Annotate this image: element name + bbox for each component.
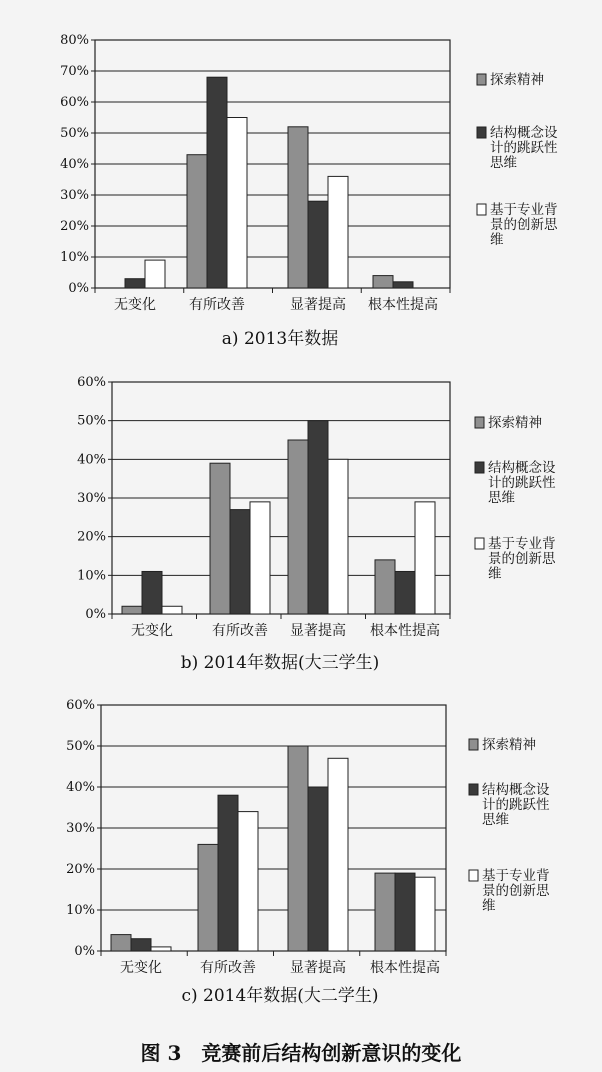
legend-label: 计的跳跃性 bbox=[488, 475, 556, 491]
legend-swatch bbox=[477, 74, 486, 85]
category-label: 有所改善 bbox=[212, 623, 268, 639]
y-tick-label: 10% bbox=[66, 903, 95, 918]
y-tick-label: 30% bbox=[77, 491, 106, 506]
y-tick-label: 40% bbox=[66, 780, 95, 795]
category-label: 根本性提高 bbox=[370, 960, 440, 976]
y-tick-label: 30% bbox=[66, 821, 95, 836]
bar-1 bbox=[210, 463, 230, 614]
bar-2 bbox=[131, 939, 151, 951]
bar-3 bbox=[145, 260, 165, 288]
y-tick-label: 20% bbox=[77, 529, 106, 545]
legend-label: 思维 bbox=[490, 155, 517, 171]
y-tick-label: 0% bbox=[68, 281, 89, 296]
bar-1 bbox=[122, 606, 142, 614]
bar-3 bbox=[250, 502, 270, 614]
category-label: 无变化 bbox=[120, 960, 162, 976]
chart-caption: b) 2014年数据(大三学生) bbox=[180, 653, 380, 673]
y-tick-label: 10% bbox=[60, 250, 89, 265]
category-label: 无变化 bbox=[131, 623, 173, 639]
bar-3 bbox=[328, 758, 348, 951]
bar-1 bbox=[198, 844, 218, 951]
legend-swatch bbox=[475, 462, 484, 473]
bar-1 bbox=[373, 276, 393, 288]
bar-3 bbox=[328, 176, 348, 288]
bar-2 bbox=[142, 571, 162, 614]
bar-3 bbox=[151, 947, 171, 951]
bar-2 bbox=[308, 787, 328, 951]
legend-label: 计的跳跃性 bbox=[490, 140, 558, 156]
legend-label: 思维 bbox=[482, 812, 509, 828]
category-label: 无变化 bbox=[114, 297, 156, 313]
y-tick-label: 30% bbox=[60, 188, 89, 203]
y-tick-label: 60% bbox=[77, 375, 106, 390]
y-tick-label: 60% bbox=[60, 95, 89, 110]
legend-label: 结构概念设 bbox=[490, 125, 558, 141]
legend-label: 维 bbox=[482, 898, 496, 914]
bar-1 bbox=[288, 127, 308, 288]
category-label: 有所改善 bbox=[200, 960, 256, 976]
bar-2 bbox=[308, 201, 328, 288]
y-tick-label: 0% bbox=[74, 944, 95, 959]
y-tick-label: 50% bbox=[66, 739, 95, 754]
chart-a bbox=[60, 33, 558, 349]
bar-2 bbox=[207, 77, 227, 288]
legend-label: 思维 bbox=[488, 490, 515, 506]
chart-caption: a) 2013年数据 bbox=[221, 329, 339, 349]
bar-3 bbox=[238, 812, 258, 951]
legend-label: 基于专业背 bbox=[488, 536, 556, 552]
y-tick-label: 70% bbox=[60, 64, 89, 79]
bar-3 bbox=[328, 459, 348, 614]
legend-label: 计的跳跃性 bbox=[482, 797, 550, 813]
legend-swatch bbox=[469, 784, 478, 795]
y-tick-label: 50% bbox=[77, 413, 106, 429]
category-label: 根本性提高 bbox=[370, 623, 440, 639]
legend-label: 基于专业背 bbox=[482, 868, 550, 884]
bar-1 bbox=[111, 935, 131, 951]
bar-2 bbox=[395, 873, 415, 951]
bar-2 bbox=[395, 571, 415, 614]
category-label: 显著提高 bbox=[290, 297, 346, 313]
legend-swatch bbox=[469, 870, 478, 881]
bar-2 bbox=[308, 421, 328, 614]
legend-swatch bbox=[475, 417, 484, 428]
bar-2 bbox=[218, 795, 238, 951]
legend-label: 景的创新思 bbox=[490, 217, 558, 233]
category-label: 显著提高 bbox=[290, 960, 346, 976]
category-label: 显著提高 bbox=[290, 623, 346, 639]
bar-2 bbox=[393, 282, 413, 288]
legend-label: 探索精神 bbox=[490, 72, 544, 88]
legend-swatch bbox=[477, 204, 486, 215]
legend-swatch bbox=[475, 538, 484, 549]
bar-3 bbox=[415, 502, 435, 614]
bar-1 bbox=[375, 560, 395, 614]
legend-label: 探索精神 bbox=[482, 737, 536, 753]
bar-2 bbox=[125, 279, 145, 288]
legend-label: 探索精神 bbox=[488, 415, 542, 431]
y-tick-label: 60% bbox=[66, 698, 95, 713]
y-tick-label: 10% bbox=[77, 568, 106, 584]
chart-caption: c) 2014年数据(大二学生) bbox=[181, 986, 379, 1006]
bar-1 bbox=[288, 440, 308, 614]
y-tick-label: 20% bbox=[60, 219, 89, 234]
y-tick-label: 40% bbox=[60, 157, 89, 172]
legend-swatch bbox=[469, 739, 478, 750]
legend-swatch bbox=[477, 127, 486, 138]
figure-caption: 图 3 竞赛前后结构创新意识的变化 bbox=[140, 1041, 462, 1065]
chart-c bbox=[66, 698, 550, 1006]
y-tick-label: 0% bbox=[85, 607, 106, 622]
legend-label: 景的创新思 bbox=[482, 883, 550, 899]
bar-3 bbox=[415, 877, 435, 951]
legend-label: 景的创新思 bbox=[488, 551, 556, 567]
y-tick-label: 40% bbox=[77, 452, 106, 468]
category-label: 有所改善 bbox=[189, 297, 245, 313]
legend-label: 维 bbox=[488, 566, 502, 582]
y-tick-label: 80% bbox=[60, 33, 89, 48]
bar-3 bbox=[162, 606, 182, 614]
legend-label: 结构概念设 bbox=[482, 782, 550, 798]
legend-label: 结构概念设 bbox=[488, 460, 556, 476]
bar-2 bbox=[230, 510, 250, 614]
y-tick-label: 50% bbox=[60, 126, 89, 141]
chart-b bbox=[77, 375, 556, 673]
category-label: 根本性提高 bbox=[368, 297, 438, 313]
bar-1 bbox=[187, 155, 207, 288]
y-tick-label: 20% bbox=[66, 862, 95, 877]
bar-3 bbox=[227, 118, 247, 289]
bar-1 bbox=[375, 873, 395, 951]
legend-label: 基于专业背 bbox=[490, 202, 558, 218]
bar-1 bbox=[288, 746, 308, 951]
legend-label: 维 bbox=[490, 232, 504, 248]
